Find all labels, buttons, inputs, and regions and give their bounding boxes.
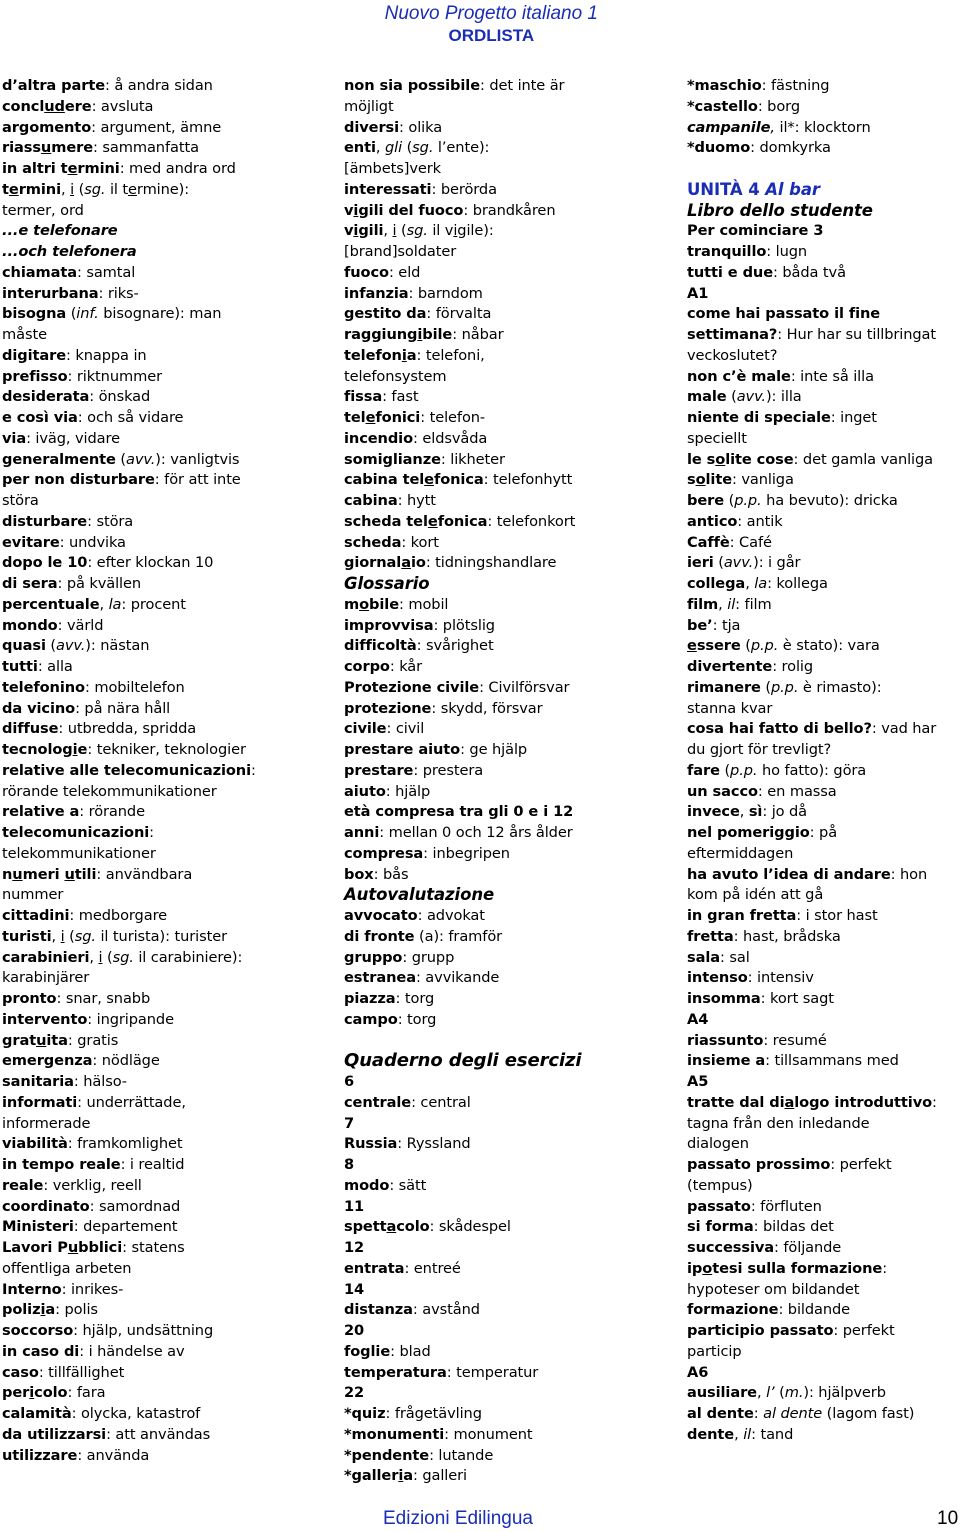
glossary-entry: bere (p.p. ha bevuto): dricka: [687, 492, 898, 509]
glossary-entry: intervento: ingripande: [2, 1010, 174, 1028]
glossary-entry: telefonino: mobiltelefon: [2, 678, 185, 696]
series-title: Nuovo Progetto italiano 1: [384, 3, 598, 24]
glossary-entry: età compresa tra gli 0 e i 12: [344, 803, 574, 821]
glossary-entry: riassumere: sammanfatta: [2, 139, 199, 157]
glossary-entry: Ministeri: departement: [2, 1218, 178, 1236]
glossary-entry: avvocato: advokat: [344, 907, 485, 924]
glossary-entry: anni: mellan 0 och 12 års ålder: [344, 824, 573, 841]
glossary-entry: termini, i (sg. il termine):: [2, 180, 190, 198]
glossary-entry: come hai passato il fine: [687, 305, 881, 323]
glossary-entry: interurbana: riks-: [2, 284, 139, 302]
glossary-entry: nummer: [2, 886, 64, 904]
glossary-entry: in caso di: i händelse av: [2, 1342, 185, 1360]
glossary-entry: numeri utili: användbara: [2, 865, 193, 883]
glossary-entry: gruppo: grupp: [344, 948, 455, 966]
glossary-entry: telecomunicazioni:: [2, 824, 154, 841]
glossary-entry: pronto: snar, snabb: [2, 990, 151, 1007]
glossary-entry: veckoslutet?: [687, 346, 778, 364]
glossary-entry: calamità: olycka, katastrof: [2, 1405, 201, 1422]
glossary-entry: fissa: fast: [344, 388, 419, 406]
glossary-entry: digitare: knappa in: [2, 346, 147, 364]
glossary-entry: solite: vanliga: [687, 471, 794, 489]
glossary-entry: 6: [344, 1073, 355, 1090]
glossary-entry: Protezione civile: Civilförsvar: [344, 678, 570, 696]
glossary-entry: distanza: avstånd: [344, 1301, 480, 1319]
glossary-entry: diffuse: utbredda, spridda: [2, 720, 197, 738]
glossary-entry: måste: [2, 326, 47, 343]
glossary-entry: disturbare: störa: [2, 512, 134, 530]
glossary-entry: fuoco: eld: [344, 263, 421, 281]
glossary-entry: *monumenti: monument: [344, 1425, 533, 1443]
glossary-entry: 8: [344, 1156, 355, 1173]
glossary-entry: temperatura: temperatur: [344, 1363, 539, 1381]
glossary-entry: passato: förfluten: [687, 1197, 822, 1215]
unit-heading: UNITÀ 4 Al bar: [687, 179, 820, 199]
glossary-entry: concludere: avsluta: [2, 97, 154, 115]
glossary-entry: informerade: [2, 1114, 91, 1132]
glossary-entry: ieri (avv.): i går: [687, 554, 801, 572]
glossary-entry: tagna från den inledande: [687, 1114, 870, 1132]
glossary-entry: 14: [344, 1280, 365, 1298]
glossary-entry: *maschio: fästning: [687, 77, 830, 94]
glossary-entry: vigili, i (sg. il vigile):: [344, 222, 494, 240]
glossary-entry: e così via: och så vidare: [2, 409, 184, 426]
glossary-entry: gestito da: förvalta: [344, 305, 492, 323]
glossary-entry: centrale: central: [344, 1093, 471, 1111]
glossary-entry: argomento: argument, ämne: [2, 118, 222, 136]
glossary-entry: möjligt: [344, 97, 394, 115]
glossary-entry: rimanere (p.p. è rimasto):: [687, 678, 882, 696]
glossary-entry: utilizzare: använda: [2, 1446, 150, 1464]
glossary-entry: non c’è male: inte så illa: [687, 367, 874, 385]
glossary-entry: un sacco: en massa: [687, 782, 837, 800]
glossary-entry: be’: tja: [687, 616, 741, 634]
glossary-entry: offentliga arbeten: [2, 1259, 132, 1277]
glossary-entry: kom på idén att gå: [687, 886, 824, 904]
glossary-entry: tutti: alla: [2, 658, 73, 675]
glossary-entry: scheda telefonica: telefonkort: [344, 512, 576, 530]
glossary-entry: gratuita: gratis: [2, 1031, 119, 1049]
glossary-entry: piazza: torg: [344, 990, 435, 1007]
glossary-entry: telefonia: telefoni,: [344, 346, 485, 364]
glossary-entry: campo: torg: [344, 1010, 437, 1028]
glossary-entry: scheda: kort: [344, 533, 439, 551]
section-title: ORDLISTA: [448, 26, 535, 45]
glossary-entry: [ämbets]verk: [344, 160, 441, 177]
glossary-entry: di sera: på kvällen: [2, 575, 142, 592]
glossary-entry: carabinieri, i (sg. il carabiniere):: [2, 948, 243, 966]
glossary-entry: prestare aiuto: ge hjälp: [344, 741, 528, 758]
glossary-entry: emergenza: nödläge: [2, 1052, 160, 1070]
glossary-entry: essere (p.p. è stato): vara: [687, 637, 880, 655]
glossary-entry: tratte dal dialogo introduttivo:: [687, 1093, 937, 1111]
glossary-entry: *castello: borg: [687, 97, 800, 115]
glossary-entry: eftermiddagen: [687, 844, 794, 862]
subsection-heading: Glossario: [344, 574, 430, 593]
glossary-entry: telefonici: telefon-: [344, 409, 486, 426]
glossary-entry: quasi (avv.): nästan: [2, 637, 150, 655]
glossary-entry: via: iväg, vidare: [2, 429, 120, 447]
glossary-entry: in gran fretta: i stor hast: [687, 907, 878, 924]
glossary-entry: du gjort för trevligt?: [687, 741, 832, 758]
glossary-entry: successiva: följande: [687, 1239, 842, 1256]
glossary-entry: generalmente (avv.): vanligtvis: [2, 450, 240, 468]
glossary-entry: dialogen: [687, 1135, 749, 1153]
section-heading: Quaderno degli esercizi: [344, 1050, 582, 1072]
glossary-entry: termer, ord: [2, 201, 84, 219]
publisher-name: Edizioni Edilingua: [383, 1508, 533, 1529]
glossary-entry: civile: civil: [344, 720, 425, 738]
glossary-entry: pericolo: fara: [2, 1384, 106, 1402]
glossary-entry: da utilizzarsi: att användas: [2, 1425, 211, 1443]
glossary-entry: improvvisa: plötslig: [344, 616, 495, 634]
glossary-entry: giornalaio: tidningshandlare: [344, 554, 557, 572]
glossary-entry: Caffè: Café: [687, 533, 772, 551]
glossary-entry: per non disturbare: för att inte: [2, 471, 241, 489]
glossary-column-1: [2, 76, 302, 1466]
glossary-entry: prestare: prestera: [344, 761, 484, 779]
glossary-entry: *pendente: lutande: [344, 1446, 494, 1464]
glossary-entry: insieme a: tillsammans med: [687, 1052, 899, 1070]
glossary-entry: collega, la: kollega: [687, 575, 828, 592]
glossary-entry: relative alle telecomunicazioni:: [2, 761, 256, 779]
glossary-entry: sanitaria: hälso-: [2, 1073, 127, 1090]
glossary-entry: karabinjärer: [2, 969, 90, 987]
subsection-heading: Autovalutazione: [344, 885, 495, 905]
glossary-entry: di fronte (a): framför: [344, 927, 503, 945]
glossary-entry: d’altra parte: å andra sidan: [2, 77, 213, 94]
glossary-entry: sala: sal: [687, 948, 750, 966]
glossary-entry: telefonsystem: [344, 367, 447, 385]
glossary-entry: somiglianze: likheter: [344, 450, 505, 468]
glossary-entry: in altri termini: med andra ord: [2, 160, 236, 177]
glossary-entry: Per cominciare 3: [687, 222, 824, 240]
glossary-entry: particip: [687, 1342, 742, 1360]
glossary-entry: raggiungibile: nåbar: [344, 326, 504, 343]
glossary-entry: mondo: värld: [2, 616, 104, 634]
glossary-entry: diversi: olika: [344, 118, 443, 136]
glossary-entry: (tempus): [687, 1176, 753, 1194]
glossary-entry: coordinato: samordnad: [2, 1197, 181, 1215]
glossary-entry: turisti, i (sg. il turista): turister: [2, 927, 227, 945]
glossary-entry: A1: [687, 284, 709, 302]
glossary-entry: enti, gli (sg. l’ente):: [344, 139, 490, 157]
glossary-entry: passato prossimo: perfekt: [687, 1156, 892, 1173]
glossary-entry: cosa hai fatto di bello?: vad har: [687, 720, 937, 738]
page-number: 10: [937, 1508, 959, 1529]
glossary-entry: A4: [687, 1010, 709, 1028]
glossary-entry: speciellt: [687, 429, 747, 447]
glossary-entry: da vicino: på nära håll: [2, 699, 171, 717]
glossary-entry: aiuto: hjälp: [344, 782, 431, 800]
glossary-entry: *duomo: domkyrka: [687, 139, 831, 157]
glossary-entry: ha avuto l’idea di andare: hon: [687, 865, 928, 883]
glossary-entry: invece, sì: jo då: [687, 803, 808, 821]
glossary-entry: in tempo reale: i realtid: [2, 1156, 185, 1173]
glossary-entry: *quiz: frågetävling: [344, 1405, 482, 1422]
glossary-entry: ...och telefonera: [2, 243, 137, 260]
glossary-entry: difficoltà: svårighet: [344, 637, 494, 655]
glossary-entry: [brand]soldater: [344, 243, 457, 260]
glossary-entry: evitare: undvika: [2, 533, 126, 551]
glossary-entry: fretta: hast, brådska: [687, 927, 841, 945]
glossary-entry: 22: [344, 1384, 365, 1402]
glossary-entry: telekommunikationer: [2, 844, 156, 862]
glossary-entry: protezione: skydd, försvar: [344, 699, 543, 717]
glossary-entry: ...e telefonare: [2, 222, 118, 240]
glossary-entry: entrata: entreé: [344, 1259, 461, 1277]
glossary-entry: male (avv.): illa: [687, 388, 802, 406]
glossary-entry: dopo le 10: efter klockan 10: [2, 554, 214, 572]
glossary-entry: caso: tillfällighet: [2, 1363, 125, 1381]
glossary-entry: campanile, il*: klocktorn: [687, 118, 871, 136]
glossary-entry: relative a: rörande: [2, 803, 145, 821]
glossary-entry: intenso: intensiv: [687, 969, 814, 987]
glossary-entry: viabilità: framkomlighet: [2, 1135, 183, 1153]
glossary-entry: niente di speciale: inget: [687, 409, 877, 426]
glossary-entry: antico: antik: [687, 512, 783, 530]
glossary-entry: ausiliare, l’ (m.): hjälpverb: [687, 1384, 886, 1402]
glossary-entry: informati: underrättade,: [2, 1093, 186, 1111]
glossary-entry: 20: [344, 1322, 365, 1339]
glossary-entry: divertente: rolig: [687, 658, 814, 675]
spacer: [687, 159, 959, 180]
glossary-entry: foglie: blad: [344, 1342, 431, 1360]
page-header: [385, 2, 598, 47]
glossary-entry: film, il: film: [687, 595, 772, 613]
glossary-entry: non sia possibile: det inte är: [344, 77, 565, 94]
glossary-entry: mobile: mobil: [344, 595, 449, 613]
glossary-entry: interessati: berörda: [344, 180, 497, 198]
glossary-entry: modo: sätt: [344, 1176, 427, 1194]
glossary-entry: riassunto: resumé: [687, 1031, 827, 1049]
glossary-column-2: [344, 76, 644, 1487]
glossary-entry: tutti e due: båda två: [687, 263, 846, 281]
glossary-entry: 12: [344, 1239, 365, 1256]
glossary-entry: ipotesi sulla formazione:: [687, 1259, 888, 1277]
glossary-entry: estranea: avvikande: [344, 969, 500, 987]
subsection-heading: Libro dello studente: [687, 200, 873, 220]
glossary-entry: spettacolo: skådespel: [344, 1218, 511, 1236]
glossary-entry: bisogna (inf. bisognare): man: [2, 305, 222, 323]
glossary-entry: stanna kvar: [687, 699, 773, 717]
glossary-entry: Russia: Ryssland: [344, 1135, 471, 1153]
glossary-entry: fare (p.p. ho fatto): göra: [687, 761, 867, 779]
glossary-entry: hypoteser om bildandet: [687, 1280, 860, 1298]
glossary-entry: participio passato: perfekt: [687, 1322, 895, 1339]
spacer: [344, 1031, 644, 1052]
glossary-entry: A6: [687, 1363, 709, 1381]
glossary-entry: prefisso: riktnummer: [2, 367, 162, 385]
glossary-column-3: [687, 76, 959, 1446]
glossary-entry: chiamata: samtal: [2, 263, 136, 281]
glossary-entry: Interno: inrikes-: [2, 1280, 124, 1298]
glossary-entry: insomma: kort sagt: [687, 990, 834, 1007]
glossary-entry: settimana?: Hur har su tillbringat: [687, 326, 937, 343]
glossary-entry: cabina: hytt: [344, 492, 436, 509]
glossary-entry: compresa: inbegripen: [344, 844, 510, 862]
glossary-entry: nel pomeriggio: på: [687, 824, 838, 841]
glossary-entry: 11: [344, 1197, 365, 1215]
glossary-entry: vigili del fuoco: brandkåren: [344, 201, 556, 219]
glossary-entry: tecnologie: tekniker, teknologier: [2, 741, 246, 758]
glossary-entry: dente, il: tand: [687, 1425, 794, 1443]
glossary-entry: infanzia: barndom: [344, 284, 483, 302]
glossary-entry: cittadini: medborgare: [2, 907, 168, 924]
glossary-entry: 7: [344, 1114, 355, 1132]
glossary-entry: box: bås: [344, 865, 409, 883]
glossary-entry: cabina telefonica: telefonhytt: [344, 471, 573, 489]
glossary-entry: incendio: eldsvåda: [344, 429, 488, 447]
glossary-entry: *galleria: galleri: [344, 1467, 467, 1485]
glossary-entry: corpo: kår: [344, 658, 423, 675]
glossary-entry: reale: verklig, reell: [2, 1176, 142, 1194]
glossary-entry: si forma: bildas det: [687, 1218, 834, 1236]
glossary-entry: formazione: bildande: [687, 1301, 851, 1319]
glossary-entry: störa: [2, 492, 39, 509]
glossary-entry: desiderata: önskad: [2, 388, 151, 406]
glossary-entry: polizia: polis: [2, 1301, 98, 1319]
glossary-entry: rörande telekommunikationer: [2, 782, 217, 800]
glossary-entry: le solite cose: det gamla vanliga: [687, 450, 934, 468]
glossary-entry: A5: [687, 1073, 709, 1090]
glossary-entry: tranquillo: lugn: [687, 243, 808, 260]
glossary-entry: Lavori Pubblici: statens: [2, 1239, 185, 1256]
glossary-entry: soccorso: hjälp, undsättning: [2, 1322, 214, 1339]
glossary-entry: al dente: al dente (lagom fast): [687, 1405, 915, 1422]
glossary-entry: percentuale, la: procent: [2, 595, 186, 613]
